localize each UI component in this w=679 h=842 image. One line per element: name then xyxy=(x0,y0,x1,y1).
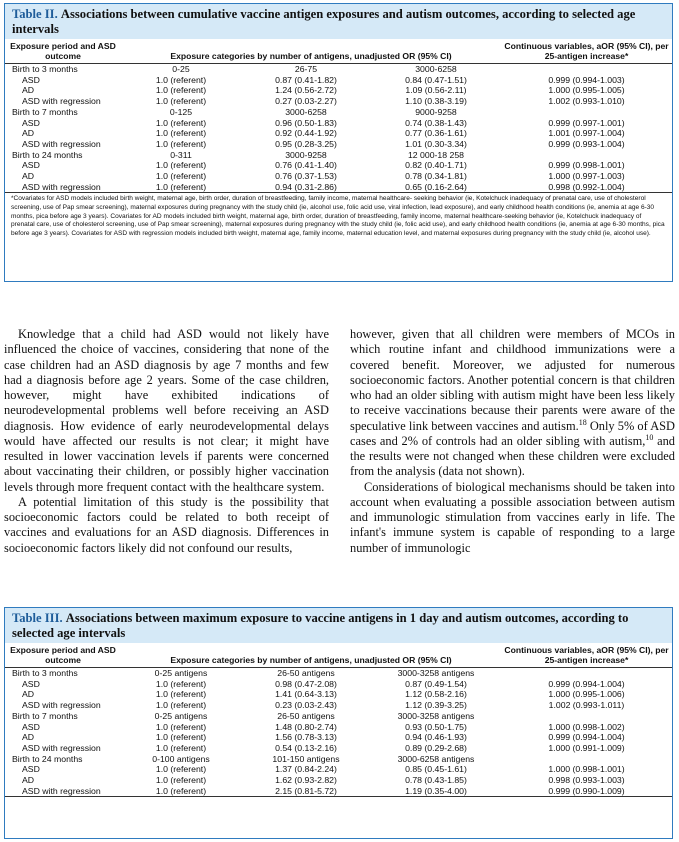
row-label-cell: AD xyxy=(22,732,35,743)
row-label-cell: ASD xyxy=(22,678,40,689)
table-cell: 1.000 (0.998-1.001) xyxy=(548,764,625,775)
table-cell: 1.37 (0.84-2.24) xyxy=(275,764,337,775)
table-cell xyxy=(501,711,672,722)
row-label-cell: AD xyxy=(22,128,35,139)
body-paragraph: Knowledge that a child had ASD would not likely have influenced the choice of vaccines, considering that none of the case children had an ASD diagnosis by age 7 months and few had a diagnosis before age 2 years. Some of the case children, however, might have exhibited indications of neurodevelopmental problems well before receiving an ASD diagnosis. How evidence of early neurodevelopmental delays would have affected our results is not clear; it might have resulted in lower vaccination levels if parents were concerned about vaccinating their children, or possibly higher vaccination levels through more frequent contact with the healthcare system. xyxy=(4,327,329,494)
table-3-caption xyxy=(5,608,672,643)
table-cell: 1.0 (referent) xyxy=(155,85,207,96)
row-label-cell: ASD xyxy=(22,74,40,85)
table-cell: 1.0 (referent) xyxy=(155,181,207,192)
table-cell: 0-25 antigens xyxy=(154,668,208,678)
table-row xyxy=(5,754,672,765)
table-3-header-row xyxy=(5,643,672,668)
row-label-cell: ASD with regression xyxy=(22,138,101,149)
table-cell: 1.12 (0.39-3.25) xyxy=(405,700,467,711)
table-cell: 0.77 (0.36-1.61) xyxy=(405,128,467,139)
table-cell: 1.001 (0.997-1.004) xyxy=(548,128,625,139)
table-row xyxy=(5,689,672,700)
body-paragraph: however, given that all children were members of MCOs in which routine infant and childhood immunizations were a covered benefit. Moreover, we adjusted for numerous socioeconomic factors. Another potential concern is that children who had an older sibling with autism might have been less likely to receive vaccinations because their parents were aware of the speculative link between vaccines and autism.$^{18}$ Only 5% of ASD cases and 2% of controls had an older sibling with autism,$^{10}$ and the results were not changed when these children were excluded from the analysis (data not shown). xyxy=(350,327,675,479)
row-label-cell: ASD xyxy=(22,764,40,775)
row-label-cell: AD xyxy=(22,85,35,96)
table-cell: 0.84 (0.47-1.51) xyxy=(405,74,467,85)
row-label-cell: Birth to 3 months xyxy=(12,668,78,678)
table-row xyxy=(5,96,672,107)
table-cell: 1.0 (referent) xyxy=(155,785,207,796)
table-2-title: Associations between cumulative vaccine antigen exposures and autism outcomes, according to selected age intervals xyxy=(12,7,636,36)
row-label-cell: ASD with regression xyxy=(22,181,101,192)
table-cell: 1.0 (referent) xyxy=(155,689,207,700)
table-row xyxy=(5,679,672,690)
table-cell: 1.002 (0.993-1.011) xyxy=(548,700,625,711)
table-cell: 1.0 (referent) xyxy=(155,742,207,753)
citation-18[interactable]: 18 xyxy=(578,417,587,427)
table-3 xyxy=(4,607,673,839)
body-paragraph: Considerations of biological mechanisms should be taken into account when evaluating a possible association between autism and immunologic stimulation from vaccines early in life. The infant's immune system is capable of responding to a large number of immunologic xyxy=(350,479,675,555)
table-row xyxy=(5,150,672,161)
table-cell: 1.0 (referent) xyxy=(155,678,207,689)
table-cell: 0.999 (0.994-1.003) xyxy=(548,74,625,85)
row-label-cell: ASD with regression xyxy=(22,700,101,711)
table-cell: 0.94 (0.31-2.86) xyxy=(275,181,337,192)
table-cell: 0.82 (0.40-1.71) xyxy=(405,160,467,171)
row-label-cell: ASD xyxy=(22,160,40,171)
table-cell: 0.999 (0.994-1.004) xyxy=(548,678,625,689)
table-cell: 0-25 xyxy=(172,64,190,74)
table-cell: 0.92 (0.44-1.92) xyxy=(275,128,337,139)
table-2-caption xyxy=(5,4,672,39)
table-cell: 0.998 (0.992-1.004) xyxy=(548,181,625,192)
table-cell: 1.000 (0.998-1.002) xyxy=(548,721,625,732)
table-row xyxy=(5,732,672,743)
table-2-grid xyxy=(5,39,672,193)
table-row xyxy=(5,118,672,129)
table-cell: 1.0 (referent) xyxy=(155,160,207,171)
table-cell: 0.999 (0.997-1.001) xyxy=(548,117,625,128)
row-label-cell: Birth to 7 months xyxy=(12,106,78,117)
table-cell: 0-125 xyxy=(169,106,193,117)
table-cell: 0.85 (0.45-1.61) xyxy=(405,764,467,775)
table-row xyxy=(5,160,672,171)
table-row xyxy=(5,764,672,775)
table-row xyxy=(5,139,672,150)
table-3-label: Table III. xyxy=(12,611,63,625)
row-label-cell: Birth to 24 months xyxy=(12,149,83,160)
table-cell: 26-75 xyxy=(294,64,318,74)
table-cell: 0.76 (0.37-1.53) xyxy=(275,171,337,182)
row-label-cell: ASD xyxy=(22,117,40,128)
table-cell: 1.56 (0.78-3.13) xyxy=(275,732,337,743)
body-column-right xyxy=(350,327,675,556)
table-cell: 1.000 (0.997-1.003) xyxy=(548,171,625,182)
table-2 xyxy=(4,3,673,282)
table-cell: 1.0 (referent) xyxy=(155,700,207,711)
table-cell: 0.54 (0.13-2.16) xyxy=(275,742,337,753)
table-cell: 0.98 (0.47-2.08) xyxy=(275,678,337,689)
table-cell xyxy=(501,107,672,118)
table-cell: 1.0 (referent) xyxy=(155,117,207,128)
table-row xyxy=(5,743,672,754)
table-3-grid xyxy=(5,643,672,797)
table-cell: 1.10 (0.38-3.19) xyxy=(405,96,467,107)
table-cell xyxy=(501,754,672,765)
row-label-cell: Birth to 7 months xyxy=(12,710,78,721)
table-cell: 1.0 (referent) xyxy=(155,171,207,182)
table-row xyxy=(5,128,672,139)
table-2-header-exposure: Exposure categories by number of antigens, unadjusted OR (95% CI) xyxy=(170,51,452,61)
table-row xyxy=(5,64,672,75)
table-3-header-exposure: Exposure categories by number of antigens, unadjusted OR (95% CI) xyxy=(170,655,452,665)
table-cell: 1.000 (0.995-1.005) xyxy=(548,85,625,96)
table-2-header-row xyxy=(5,39,672,64)
table-3-body xyxy=(5,668,672,797)
table-cell: 1.12 (0.58-2.16) xyxy=(405,689,467,700)
table-cell: 2.15 (0.81-5.72) xyxy=(275,785,337,796)
table-cell: 0.78 (0.34-1.81) xyxy=(405,171,467,182)
table-2-header-period: Exposure period and ASD outcome xyxy=(10,41,116,61)
table-cell: 26-50 antigens xyxy=(277,710,335,721)
table-cell: 0-100 antigens xyxy=(152,753,210,764)
table-cell: 0.94 (0.46-1.93) xyxy=(405,732,467,743)
table-row xyxy=(5,75,672,86)
table-cell: 1.0 (referent) xyxy=(155,138,207,149)
table-cell: 1.0 (referent) xyxy=(155,775,207,786)
table-cell: 1.24 (0.56-2.72) xyxy=(275,85,337,96)
table-cell: 0.999 (0.990-1.009) xyxy=(548,785,625,796)
table-2-header-continuous: Continuous variables, aOR (95% CI), per 25-antigen increase* xyxy=(504,41,669,61)
table-cell: 0.27 (0.03-2.27) xyxy=(275,96,337,107)
table-cell: 9000-9258 xyxy=(415,106,457,117)
table-row xyxy=(5,711,672,722)
table-cell: 3000-3258 antigens xyxy=(397,710,475,721)
table-cell: 0.87 (0.49-1.54) xyxy=(405,678,467,689)
table-3-header-continuous: Continuous variables, aOR (95% CI), per 25-antigen increase* xyxy=(504,645,669,665)
table-cell: 0.96 (0.50-1.83) xyxy=(275,117,337,128)
table-cell: 1.0 (referent) xyxy=(155,96,207,107)
table-row xyxy=(5,668,672,679)
row-label-cell: AD xyxy=(22,689,35,700)
table-2-label: Table II. xyxy=(12,7,58,21)
row-label-cell: AD xyxy=(22,775,35,786)
table-row xyxy=(5,786,672,797)
table-cell: 0.74 (0.38-1.43) xyxy=(405,117,467,128)
table-cell: 0-311 xyxy=(170,149,192,160)
row-label-cell: AD xyxy=(22,171,35,182)
table-row xyxy=(5,85,672,96)
table-3-title: Associations between maximum exposure to vaccine antigens in 1 day and autism outcomes, according to selected age intervals xyxy=(12,611,629,640)
table-cell: 1.000 (0.995-1.006) xyxy=(548,689,625,700)
table-cell: 0-25 antigens xyxy=(154,710,208,721)
table-cell: 0.998 (0.993-1.003) xyxy=(548,775,625,786)
table-cell: 0.93 (0.50-1.75) xyxy=(405,721,467,732)
table-cell: 1.0 (referent) xyxy=(155,128,207,139)
table-cell: 1.000 (0.991-1.009) xyxy=(548,742,625,753)
row-label-cell: ASD with regression xyxy=(22,785,101,796)
row-label-cell: Birth to 3 months xyxy=(12,64,78,74)
table-cell: 3000-9258 xyxy=(285,149,327,160)
table-cell: 3000-3258 antigens xyxy=(397,668,475,678)
table-row xyxy=(5,107,672,118)
table-cell: 0.87 (0.41-1.82) xyxy=(275,74,337,85)
table-cell: 12 000-18 258 xyxy=(407,149,465,160)
table-cell: 0.999 (0.994-1.004) xyxy=(548,732,625,743)
table-cell: 1.19 (0.35-4.00) xyxy=(405,785,467,796)
table-cell: 3000-6258 xyxy=(415,64,457,74)
table-cell: 0.999 (0.998-1.001) xyxy=(548,160,625,171)
table-cell xyxy=(501,64,672,75)
table-cell: 3000-6258 xyxy=(285,106,327,117)
row-label-cell: ASD xyxy=(22,721,40,732)
table-row xyxy=(5,171,672,182)
table-cell: 1.48 (0.80-2.74) xyxy=(275,721,337,732)
table-row xyxy=(5,700,672,711)
table-row xyxy=(5,722,672,733)
body-paragraph: A potential limitation of this study is the possibility that socioeconomic factors could be related to both receipt of vaccines and evaluations for an ASD diagnosis. Differences in socioeconomic factors likely did not confound our results, xyxy=(4,494,329,555)
table-cell: 1.09 (0.56-2.11) xyxy=(405,85,467,96)
table-cell: 0.78 (0.43-1.85) xyxy=(405,775,467,786)
table-2-footnote: *Covariates for ASD models included birth weight, maternal age, birth order, duration of breastfeeding, family income, maternal healthcare- seeking behavior (ie, Kotelchuck inadequacy of prenatal care, use of cholesterol screening, use of Pap smear screening), maternal exposures during pregnancy with the study child (ie, alcohol use, folic acid use, viral infection, lead exposure), and early childhood health conditions (ie, anemia at age 6-30 months, pica before age 3 years). Covariates for AD models included birth weight, maternal age, birth order, duration of breastfeeding, family income, maternal healthcare-seeking behavior (ie, Kotelchuck inadequacy of prenatal care, use of cholesterol screening, use of Pap smear screening), maternal exposures during pregnancy with the study child (ie, folic acid use), and early childhood health conditions (ie, anemia at age 6-30 months, pica before age 3 years). Covariates for ASD with regression models included birth weight, maternal age, family income, maternal education level, and maternal exposures during pregnancy with the study child (ie, alcohol use). xyxy=(11,195,665,237)
table-cell: 1.002 (0.993-1.010) xyxy=(548,96,625,107)
table-cell: 0.76 (0.41-1.40) xyxy=(275,160,337,171)
table-cell: 26-50 antigens xyxy=(277,668,335,678)
table-cell: 1.01 (0.30-3.34) xyxy=(405,138,467,149)
table-cell: 0.89 (0.29-2.68) xyxy=(405,742,467,753)
table-cell: 3000-6258 antigens xyxy=(397,753,475,764)
body-column-left xyxy=(4,327,329,556)
row-label-cell: ASD with regression xyxy=(22,96,101,107)
table-cell: 0.999 (0.993-1.004) xyxy=(548,138,625,149)
table-row xyxy=(5,775,672,786)
table-cell: 0.95 (0.28-3.25) xyxy=(275,138,337,149)
table-cell: 1.0 (referent) xyxy=(155,74,207,85)
table-cell: 1.0 (referent) xyxy=(155,732,207,743)
table-cell xyxy=(501,668,672,679)
table-3-header-period: Exposure period and ASD outcome xyxy=(10,645,116,665)
table-cell: 101-150 antigens xyxy=(272,753,340,764)
row-label-cell: ASD with regression xyxy=(22,742,101,753)
table-cell: 0.65 (0.16-2.64) xyxy=(405,181,467,192)
table-cell: 1.41 (0.64-3.13) xyxy=(275,689,337,700)
table-cell xyxy=(501,150,672,161)
table-cell: 1.0 (referent) xyxy=(155,721,207,732)
table-cell: 1.0 (referent) xyxy=(155,764,207,775)
table-cell: 1.62 (0.93-2.82) xyxy=(275,775,337,786)
citation-10[interactable]: 10 xyxy=(645,432,654,442)
table-cell: 0.23 (0.03-2.43) xyxy=(275,700,337,711)
table-2-body xyxy=(5,64,672,193)
row-label-cell: Birth to 24 months xyxy=(12,753,83,764)
table-row xyxy=(5,182,672,193)
